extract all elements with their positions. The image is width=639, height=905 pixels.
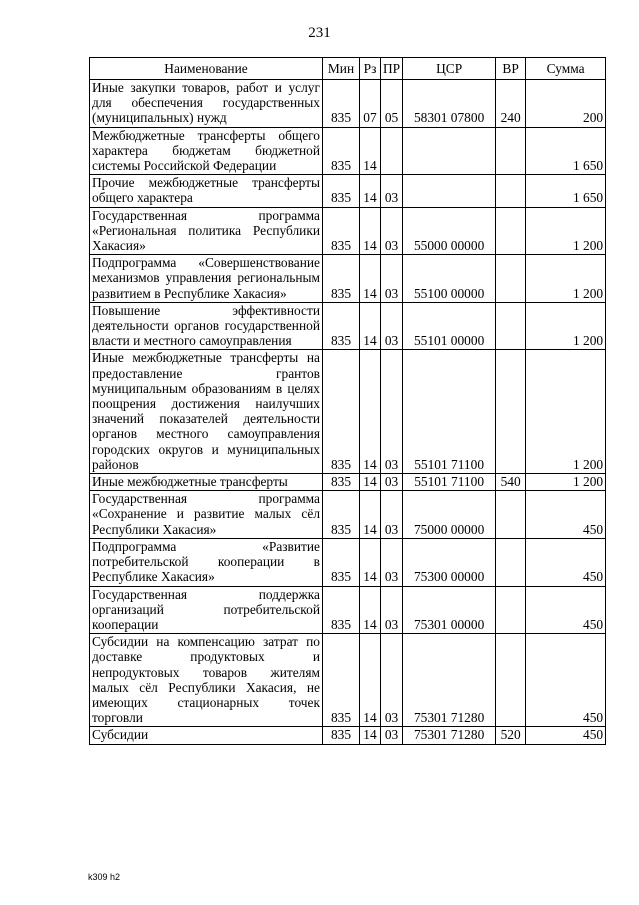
header-rz: Рз: [360, 58, 381, 80]
cell-csr: 55100 00000: [403, 255, 496, 303]
cell-csr: 75301 00000: [403, 586, 496, 634]
cell-rz: 14: [360, 586, 381, 634]
table-body: [90, 80, 606, 745]
cell-rz: 14: [360, 474, 381, 491]
cell-csr: 58301 07800: [403, 80, 496, 128]
cell-min: 835: [323, 80, 360, 128]
cell-csr: 55101 71100: [403, 474, 496, 491]
table-row: [90, 727, 606, 744]
cell-name: Межбюджетные трансферты общего характера бюджетам бюджетной системы Российской Федерации: [90, 127, 323, 175]
cell-name: Государственная программа «Региональная политика Республики Хакасия»: [90, 207, 323, 255]
cell-sum: 1 650: [526, 175, 606, 207]
cell-min: 835: [323, 255, 360, 303]
table-row: [90, 302, 606, 350]
table-row: [90, 207, 606, 255]
cell-pr: 03: [381, 207, 403, 255]
cell-min: 835: [323, 207, 360, 255]
header-row: [90, 58, 606, 80]
table-row: [90, 634, 606, 727]
cell-min: 835: [323, 538, 360, 586]
cell-name: Государственная поддержка организаций потребительской кооперации: [90, 586, 323, 634]
cell-vr: [496, 350, 526, 474]
cell-rz: 14: [360, 127, 381, 175]
cell-csr: 55101 00000: [403, 302, 496, 350]
cell-min: 835: [323, 302, 360, 350]
table-row: [90, 127, 606, 175]
cell-sum: 1 200: [526, 255, 606, 303]
budget-table: [89, 57, 606, 745]
cell-vr: [496, 255, 526, 303]
cell-sum: 450: [526, 727, 606, 744]
cell-min: 835: [323, 491, 360, 539]
cell-csr: 75301 71280: [403, 727, 496, 744]
page-number: 231: [308, 25, 331, 41]
cell-sum: 200: [526, 80, 606, 128]
table-row: [90, 80, 606, 128]
cell-rz: 14: [360, 255, 381, 303]
cell-pr: 03: [381, 474, 403, 491]
cell-name: Прочие межбюджетные трансферты общего характера: [90, 175, 323, 207]
cell-min: 835: [323, 727, 360, 744]
cell-pr: 05: [381, 80, 403, 128]
cell-csr: 55000 00000: [403, 207, 496, 255]
cell-pr: 03: [381, 586, 403, 634]
header-csr: ЦСР: [403, 58, 496, 80]
cell-vr: 240: [496, 80, 526, 128]
cell-min: 835: [323, 127, 360, 175]
table-row: [90, 538, 606, 586]
cell-min: 835: [323, 474, 360, 491]
cell-sum: 1 200: [526, 207, 606, 255]
cell-pr: 03: [381, 175, 403, 207]
cell-csr: [403, 127, 496, 175]
cell-pr: [381, 127, 403, 175]
cell-pr: 03: [381, 255, 403, 303]
cell-min: 835: [323, 350, 360, 474]
cell-name: Государственная программа «Сохранение и развитие малых сёл Республики Хакасия»: [90, 491, 323, 539]
cell-name: Иные закупки товаров, работ и услуг для обеспечения государственных (муниципальных) нужд: [90, 80, 323, 128]
cell-sum: 450: [526, 586, 606, 634]
cell-sum: 450: [526, 538, 606, 586]
cell-pr: 03: [381, 634, 403, 727]
cell-name: Иные межбюджетные трансферты: [90, 474, 323, 491]
cell-sum: 1 200: [526, 474, 606, 491]
table-row: [90, 175, 606, 207]
cell-name: Субсидии на компенсацию затрат по доставке продуктовых и непродуктовых товаров жителям малых сёл Республики Хакасия, не имеющих стационарных точек торговли: [90, 634, 323, 727]
cell-sum: 450: [526, 634, 606, 727]
header-name: Наименование: [90, 58, 323, 80]
cell-pr: 03: [381, 491, 403, 539]
cell-name: Подпрограмма «Совершенствование механизмов управления региональным развитием в Республике Хакасия»: [90, 255, 323, 303]
cell-csr: 75301 71280: [403, 634, 496, 727]
cell-vr: 540: [496, 474, 526, 491]
cell-sum: 1 650: [526, 127, 606, 175]
cell-vr: 520: [496, 727, 526, 744]
cell-rz: 07: [360, 80, 381, 128]
cell-vr: [496, 127, 526, 175]
cell-csr: 75300 00000: [403, 538, 496, 586]
cell-rz: 14: [360, 207, 381, 255]
cell-csr: 75000 00000: [403, 491, 496, 539]
cell-pr: 03: [381, 350, 403, 474]
header-sum: Сумма: [526, 58, 606, 80]
cell-sum: 1 200: [526, 302, 606, 350]
cell-name: Субсидии: [90, 727, 323, 744]
cell-sum: 1 200: [526, 350, 606, 474]
cell-rz: 14: [360, 491, 381, 539]
cell-pr: 03: [381, 302, 403, 350]
cell-vr: [496, 491, 526, 539]
cell-vr: [496, 586, 526, 634]
cell-name: Повышение эффективности деятельности органов государственной власти и местного самоуправления: [90, 302, 323, 350]
table-row: [90, 255, 606, 303]
header-pr: ПР: [381, 58, 403, 80]
cell-min: 835: [323, 586, 360, 634]
table-row: [90, 350, 606, 474]
cell-rz: 14: [360, 727, 381, 744]
table-row: [90, 474, 606, 491]
footer-code: k309 h2: [88, 872, 121, 882]
cell-name: Подпрограмма «Развитие потребительской кооперации в Республике Хакасия»: [90, 538, 323, 586]
cell-min: 835: [323, 175, 360, 207]
cell-pr: 03: [381, 538, 403, 586]
cell-vr: [496, 175, 526, 207]
cell-rz: 14: [360, 538, 381, 586]
cell-rz: 14: [360, 350, 381, 474]
cell-rz: 14: [360, 634, 381, 727]
cell-rz: 14: [360, 302, 381, 350]
cell-csr: [403, 175, 496, 207]
cell-rz: 14: [360, 175, 381, 207]
cell-vr: [496, 634, 526, 727]
cell-name: Иные межбюджетные трансферты на предоставление грантов муниципальным образованиям в целях поощрения достижения наилучших значений показателей деятельности органов местного самоуправления городских округов и муниципальных районов: [90, 350, 323, 474]
header-min: Мин: [323, 58, 360, 80]
cell-pr: 03: [381, 727, 403, 744]
cell-vr: [496, 302, 526, 350]
cell-sum: 450: [526, 491, 606, 539]
table-row: [90, 586, 606, 634]
cell-csr: 55101 71100: [403, 350, 496, 474]
cell-vr: [496, 538, 526, 586]
cell-min: 835: [323, 634, 360, 727]
cell-vr: [496, 207, 526, 255]
header-vr: ВР: [496, 58, 526, 80]
table-row: [90, 491, 606, 539]
